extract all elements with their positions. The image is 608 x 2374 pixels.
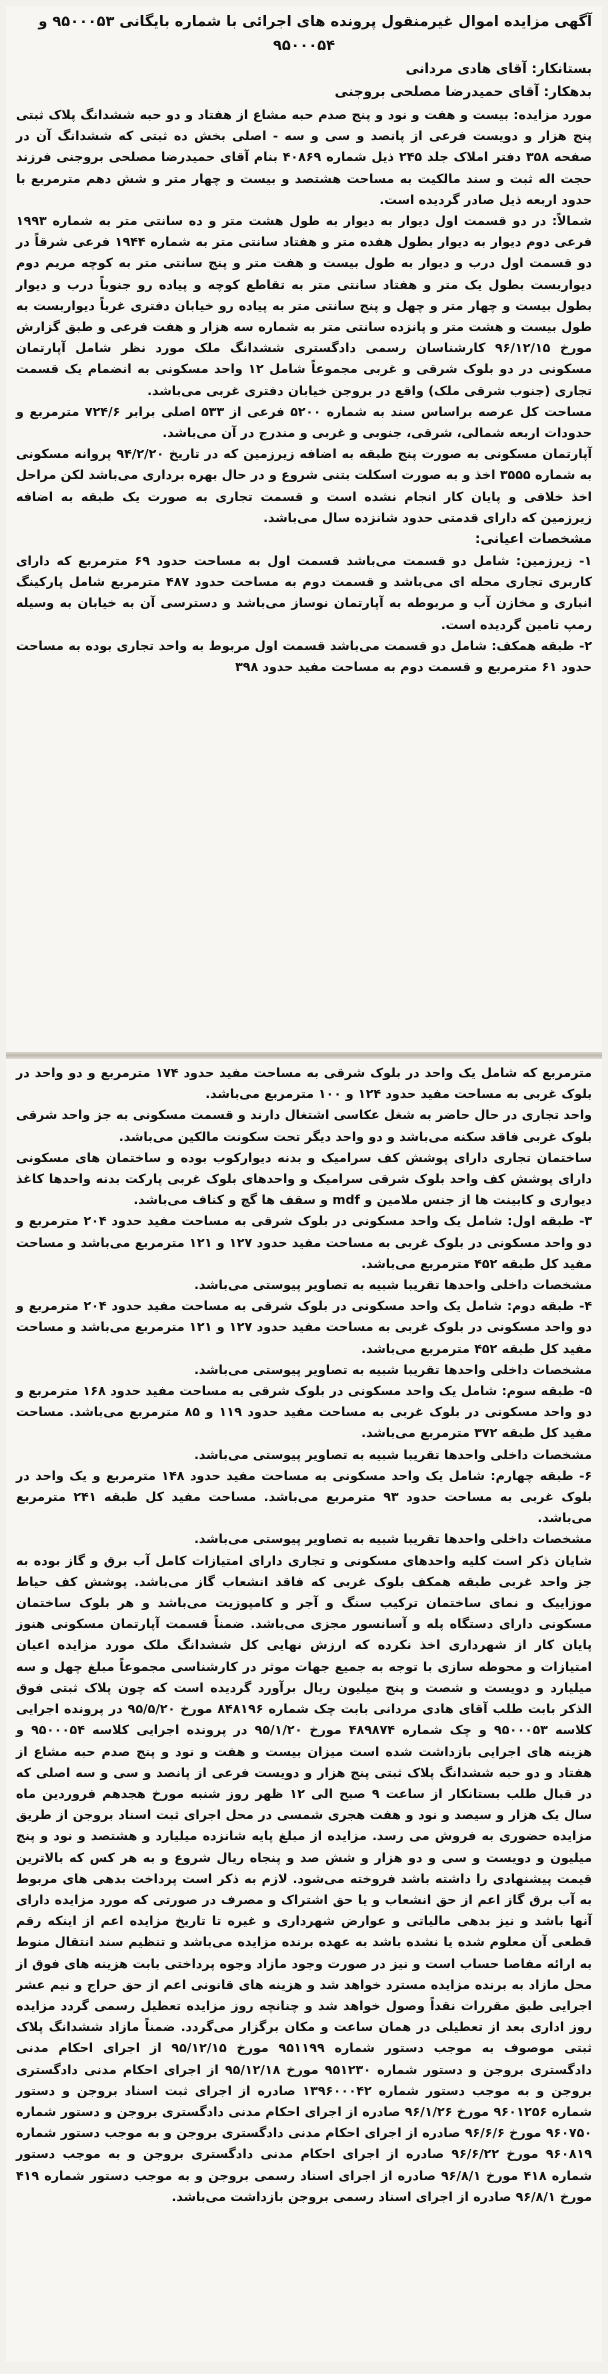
- third-floor-note: مشخصات داخلی واحدها تقریبا شبیه به تصاویر پیوستی می‌باشد.: [194, 1446, 592, 1462]
- notice-title-number: ۹۵۰۰۰۵۴: [273, 38, 335, 54]
- first-floor-paragraph: ۳- طبقه اول: شامل یک واحد مسکونی در بلوک شرقی به مساحت مفید حدود ۲۰۴ مترمربع و دو واحد مسکونی در بلوک غربی به مساحت مفید حدود ۱۲۷ و ۱۲۱ مترمربع می‌باشد و مساحت مفید کل طبقه ۴۵۲ مترمربع می‌باشد.: [16, 1213, 592, 1271]
- notice-body-bottom: [6, 1062, 602, 2207]
- creditor-line: بستانکار: آقای هادی مردانی: [405, 61, 592, 77]
- basement-paragraph: ۱- زیرزمین: شامل دو قسمت می‌باشد قسمت اول به مساحت حدود ۶۹ مترمربع که دارای کاربری تجاری محله ای می‌باشد و قسمت دوم به مساحت حدود ۴۸۷ مترمربع شامل پارکینگ انباری و مخازن آب و مربوطه به آپارتمان نوساز می‌باشد و دسترسی آن به خیابان به وسیله رمپ تامین گردیده است.: [16, 553, 593, 632]
- clipping-part-2: [6, 1062, 602, 2358]
- second-floor-paragraph: ۴- طبقه دوم: شامل یک واحد مسکونی در بلوک شرقی به مساحت مفید حدود ۲۰۴ مترمربع و دو واحد مسکونی در بلوک غربی به مساحت مفید حدود ۱۲۷ و ۱۲۱ مترمربع می‌باشد و مساحت مفید کل طبقه ۴۵۲ مترمربع می‌باشد.: [16, 1298, 592, 1356]
- building-permit-paragraph: آپارتمان مسکونی به صورت پنج طبقه به اضافه زیرزمین که در تاریخ ۹۴/۲/۲۰ پروانه مسکونی به شماره ۳۵۵۵ اخذ و به صورت اسکلت بتنی شروع و در حال بهره برداری می‌باشد لکن مراحل اخذ خلافی و پایان کار انجام نشده است و قسمت تجاری به صورت یک طبقه به اضافه زیرزمین که دارای قدمتی حدود شانزده سال می‌باشد.: [16, 446, 592, 525]
- fourth-floor-paragraph: ۶- طبقه چهارم: شامل یک واحد مسکونی به مساحت مفید حدود ۱۴۸ مترمربع و یک واحد در بلوک غربی به مساحت حدود ۹۳ مترمربع می‌باشد. مساحت مفید کل طبقه ۲۴۱ مترمربع می‌باشد.: [16, 1467, 593, 1526]
- clipping-seam: [6, 1052, 602, 1059]
- boundaries-paragraph: شمالاً: در دو قسمت اول دیوار به دیوار به طول هشت متر و ده سانتی متر به شماره ۱۹۹۳ فرعی دوم دیوار به دیوار بطول هفده متر و هفتاد سانتی متر به شماره ۱۹۴۴ فرعی شرقاً در دو قسمت اول درب و دیوار به طول بیست و هفت متر و پنج سانتی متر به کوچه مریم دوم دیواربست بطول یک متر و هفتاد سانتی متر به تقاطع کوچه و پیاده رو جنوباً درب و دیوار بطول بیست و چهار متر و چهل و پنج سانتی متر به پیاده رو خیابان دفتری غرباً دیواربست به طول بیست و هشت متر و پانزده سانتی متر به شماره سه هزار و هفت فرعی و طبق گزارش مورخ ۹۶/۱۲/۱۵ کارشناسان رسمی دادگستری ششدانگ ملک مورد نظر شامل آپارتمان مسکونی در دو بلوک شرقی و غربی مجموعاً شامل ۱۲ واحد مسکونی به انضمام یک قسمت تجاری (جنوب شرقی ملک) واقع در بروجن خیابان دفتری غربی می‌باشد.: [16, 213, 592, 398]
- notice-title: آگهی مزایده اموال غیرمنقول پرونده های اجرائی با شماره بایگانی ۹۵۰۰۰۵۳ و: [38, 14, 592, 30]
- auction-subject-paragraph: مورد مزایده: بیست و هفت و نود و پنج صدم حبه مشاع از هفتاد و دو حبه ششدانگ پلاک ثبتی پنج هزار و دویست فرعی از پانصد و سی و سه - اصلی بخش ده ثبتی که ششدانگ آن در صفحه ۳۵۸ دفتر املاک جلد ۲۴۵ ذیل شماره ۴۰۸۶۹ بنام آقای حمیدرضا مصلحی بروجنی فرزند حجت اله ثبت و سند مالکیت به مساحت هشتصد و بیست و چهار متر و شش دهم مترمربع با حدود اربعه ذیل صادر گردیده است.: [16, 107, 592, 207]
- first-floor-note: مشخصات داخلی واحدها تقریبا شبیه به تصاویر پیوستی می‌باشد.: [194, 1277, 592, 1293]
- ground-floor-paragraph: ۲- طبقه همکف: شامل دو قسمت می‌باشد قسمت اول مربوط به واحد تجاری بوده به مساحت حدود ۶۱ مترمربع و قسمت دوم به مساحت مفید حدود ۳۹۸: [16, 637, 592, 675]
- notice-body-top: [6, 104, 602, 677]
- fourth-floor-note: مشخصات داخلی واحدها تقریبا شبیه به تصاویر پیوستی می‌باشد.: [194, 1531, 592, 1547]
- auction-terms-paragraph: شایان ذکر است کلیه واحدهای مسکونی و تجاری دارای امتیازات کامل آب برق و گاز بوده به جز واحد غربی طبقه همکف بلوک غربی که فاقد انشعاب گاز می‌باشد. پوشش کف حیاط موزاییک و نمای ساختمان ترکیب سنگ و آجر و کامپوزیت می‌باشد و هر بلوک ساختمان مسکونی دارای دستگاه پله و آسانسور مجزی می‌باشد. ضمناً قسمت آپارتمان مسکونی هنوز پایان کار از شهرداری اخذ نکرده که ارزش نهایی کل ششدانگ ملک مورد مزایده اعیان امتیازات و محوطه سازی با توجه به جمیع جهات موثر در کارشناسی مجموعاً مبلغ چهل و سه میلیارد و دویست و شصت و پنج میلیون ریال برآورد گردیده است که چون پلاک ثبتی فوق الذکر بابت طلب آقای هادی مردانی بابت چک شماره ۸۴۸۱۹۶ مورخ ۹۵/۵/۲۰ در پرونده اجرایی کلاسه ۹۵۰۰۰۵۳ و چک شماره ۴۸۹۸۷۴ مورخ ۹۵/۱/۲۰ در پرونده اجرایی کلاسه ۹۵۰۰۰۵۴ و هزینه های اجرایی بازداشت شده است میزان بیست و هفت و نود و پنج صدم حبه مشاع از هفتاد و دو حبه ششدانگ پلاک ثبتی پنج هزار و دویست فرعی از پانصد و سی و سه اصلی که در قبال طلب بستانکار از ساعت ۹ صبح الی ۱۲ ظهر روز شنبه مورخ هجدهم فروردین ماه سال یک هزار و سیصد و نود و هفت هجری شمسی در محل اجرای ثبت اسناد بروجن از طریق مزایده حضوری به فروش می رسد. مزایده از مبلغ پایه شانزده میلیارد و هشتصد و نود و پنج میلیون و دویست و سی و دو هزار و شش صد و پنجاه ریال شروع و به هر کس که بالاترین قیمت پیشنهادی را داشته باشد فروخته می‌شود. لازم به ذکر است پرداخت بدهی های مربوط به آب برق گاز اعم از حق انشعاب و یا حق اشتراک و مصرف در صورتی که مورد مزایده دارای آنها باشد و نیز بدهی مالیاتی و عوارض شهرداری و غیره تا تاریخ مزایده اعم از اینکه رقم قطعی آن معلوم شده یا نشده باشد به عهده برنده مزایده می‌باشد و تنظیم سند انتقال منوط به ارائه مفاصا حساب است و نیز در صورت وجود مازاد وجوه پرداختی بابت هزینه های فوق از محل مازاد به برنده مزایده مسترد خواهد شد و هزینه های قانونی اعم از حق حراج و نیم عشر اجرایی طبق مقررات نقداً وصول خواهد شد و چنانچه روز مزایده تعطیل رسمی گردد مزایده روز اداری بعد از تعطیلی در همان ساعت و مکان برگزار می‌گردد. ضمناً مازاد ششدانگ پلاک ثبتی موصوف به موجب دستور شماره ۹۵۱۱۹۹ مورخ ۹۵/۱۲/۱۵ از اجرای احکام مدنی دادگستری بروجن و دستور شماره ۹۵۱۲۳۰ مورخ ۹۵/۱۲/۱۸ از اجرای احکام مدنی دادگستری بروجن و به موجب دستور شماره ۱۳۹۶۰۰۰۴۲ صادره از اجرای ثبت اسناد بروجن و دستور شماره ۹۶۰۱۲۵۶ مورخ ۹۶/۱/۲۶ صادره از اجرای احکام مدنی دادگستری بروجن و دستور شماره ۹۶۰۷۵۰ مورخ ۹۶/۶/۶ صادره از اجرای احکام مدنی دادگستری بروجن و به موجب دستور شماره ۹۶۰۸۱۹ مورخ ۹۶/۶/۲۲ صادره از اجرای احکام مدنی دادگستری بروجن و به موجب دستور شماره ۴۱۸ مورخ ۹۶/۸/۱ صادره از اجرای اسناد رسمی بروجن و به موجب دستور شماره ۴۱۹ مورخ ۹۶/۸/۱ صادره از اجرای اسناد رسمی بروجن بازداشت می‌باشد.: [16, 1552, 593, 2204]
- third-floor-paragraph: ۵- طبقه سوم: شامل یک واحد مسکونی در بلوک شرقی به مساحت مفید حدود ۱۶۸ مترمربع و دو واحد مسکونی در بلوک غربی به مساحت مفید حدود ۱۱۹ و ۸۵ مترمربع می‌باشد. مساحت مفید کل طبقه ۳۷۲ مترمربع می‌باشد.: [16, 1383, 592, 1441]
- newspaper-clipping: [6, 6, 602, 2362]
- debtor-line: بدهکار: آقای حمیدرضا مصلحی بروجنی: [334, 84, 592, 100]
- second-floor-note: مشخصات داخلی واحدها تقریبا شبیه به تصاویر پیوستی می‌باشد.: [194, 1361, 592, 1377]
- area-paragraph: مساحت کل عرصه براساس سند به شماره ۵۲۰۰ فرعی از ۵۳۳ اصلی برابر ۷۲۴/۶ مترمربع و حدودات اربعه شمالی، شرقی، جنوبی و غربی و مندرج در آن می‌باشد.: [16, 403, 593, 441]
- ground-floor-units-paragraph: مترمربع که شامل یک واحد در بلوک شرقی به مساحت مفید حدود ۱۷۴ مترمربع و دو واحد در بلوک غربی به مساحت مفید حدود ۱۲۴ و ۱۰۰ مترمربع می‌باشد.: [16, 1065, 592, 1102]
- commercial-unit-paragraph: واحد تجاری در حال حاضر به شغل عکاسی اشتغال دارند و قسمت مسکونی به جز واحد شرقی بلوک غربی فاقد سکنه می‌باشد و دو واحد دیگر تحت سکونت مالکین می‌باشد.: [16, 1107, 592, 1144]
- clipping-part-1: [6, 6, 602, 1046]
- specs-heading: مشخصات اعیانی:: [474, 531, 592, 548]
- finishes-paragraph: ساختمان تجاری دارای پوشش کف سرامیک و بدنه دیوارکوب بوده و ساختمان های مسکونی دارای پوشش کف واحد بلوک شرقی سرامیک و واحدهای بلوک غربی پارکت بدنه واحدها کاغذ دیواری و کابینت ها از جنس ملامین و mdf و سقف ها گچ و کناف می‌باشد.: [16, 1149, 592, 1208]
